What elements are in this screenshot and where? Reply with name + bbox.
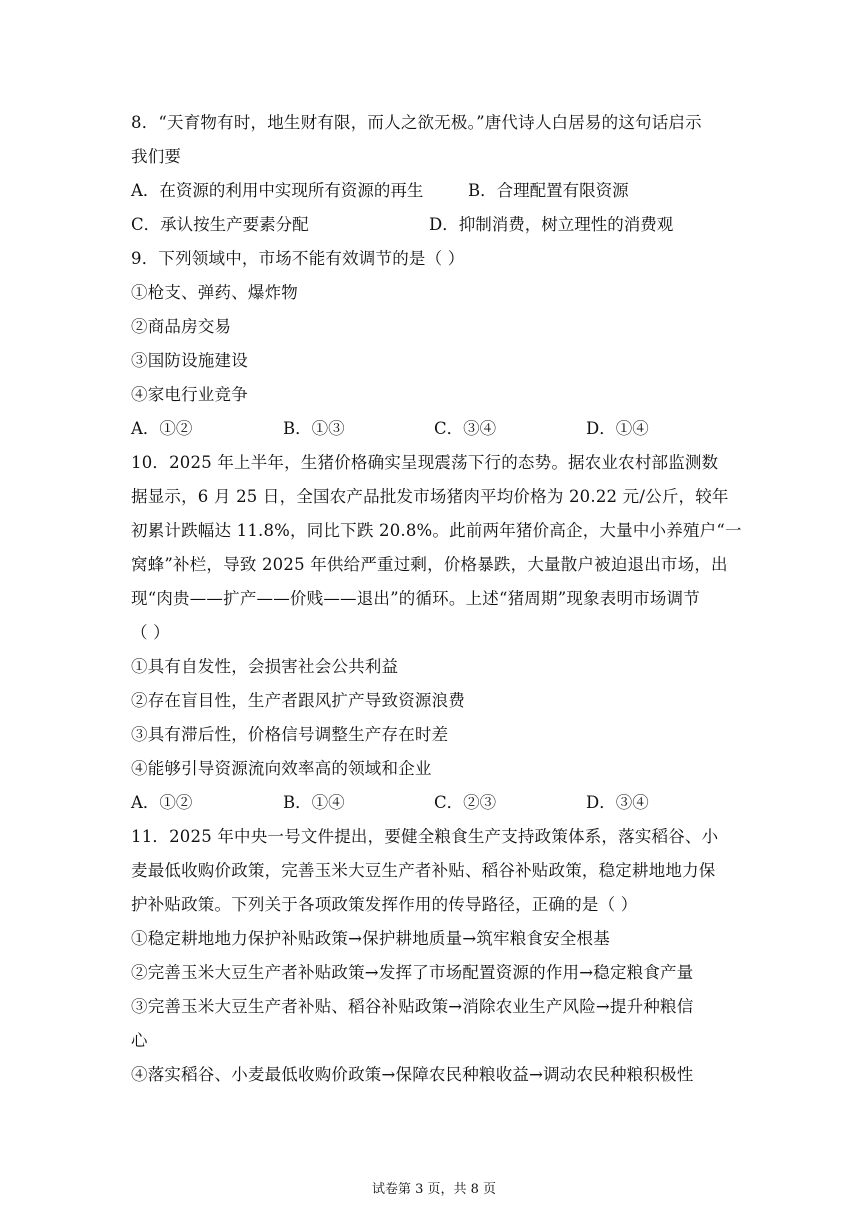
question-10 [131,446,747,820]
q8-option-a[interactable]: A．在资源的利用中实现所有资源的再生 [131,181,424,200]
q9-stem: 9．下列领域中，市场不能有效调节的是（ ） [131,249,465,268]
q8-option-c[interactable]: C．承认按生产要素分配 [131,215,309,234]
q9-item-2: ②商品房交易 [131,317,232,336]
q11-stem-line3: 护补贴政策。下列关于各项政策发挥作用的传导路径，正确的是（ ） [131,895,638,914]
q8-options-row1 [131,174,747,208]
question-11 [131,820,747,1092]
q10-option-b[interactable]: B．①④ [283,793,345,812]
q8-option-d[interactable]: D．抑制消费，树立理性的消费观 [429,215,674,234]
q9-option-b[interactable]: B．①③ [283,419,345,438]
q9-item-1: ①枪支、弹药、爆炸物 [131,283,298,302]
q11-item-1: ①稳定耕地地力保护补贴政策→保护耕地质量→筑牢粮食安全根基 [131,929,610,948]
question-9 [131,242,747,446]
q11-item-4: ④落实稻谷、小麦最低收购价政策→保障农民种粮收益→调动农民种粮积极性 [131,1065,694,1084]
q10-options [131,786,747,820]
q10-stem-line6: （ ） [131,623,170,642]
q9-item-3: ③国防设施建设 [131,351,248,370]
q10-item-4: ④能够引导资源流向效率高的领域和企业 [131,759,432,778]
q10-stem-line4: 窝蜂”补栏，导致 2025 年供给严重过剩，价格暴跌，大量散户被迫退出市场，出 [131,555,728,574]
q9-item-4: ④家电行业竞争 [131,385,248,404]
q9-options [131,412,747,446]
question-8 [131,106,747,242]
q10-stem-line1: 10．2025 年上半年，生猪价格确实呈现震荡下行的态势。据农业农村部监测数 [131,453,719,472]
page-footer: 试卷第 3 页，共 8 页 [371,1182,497,1197]
q9-option-c[interactable]: C．③④ [434,419,497,438]
q11-item-3: ③完善玉米大豆生产者补贴、稻谷补贴政策→消除农业生产风险→提升种粮信 [131,997,694,1016]
q10-stem-line3: 初累计跌幅达 11.8%，同比下跌 20.8%。此前两年猪价高企，大量中小养殖户“一 [131,521,742,540]
q9-option-a[interactable]: A．①② [131,419,193,438]
q10-option-c[interactable]: C．②③ [434,793,497,812]
q10-stem-line5: 现“肉贵——扩产——价贱——退出”的循环。上述“猪周期”现象表明市场调节 [131,589,700,608]
q8-stem-line2: 我们要 [131,147,182,166]
q10-item-2: ②存在盲目性，生产者跟风扩产导致资源浪费 [131,691,465,710]
q10-stem-line2: 据显示，6 月 25 日，全国农产品批发市场猪肉平均价格为 20.22 元/公斤，较年 [131,487,729,506]
q10-option-d[interactable]: D．③④ [586,793,649,812]
q11-item-2: ②完善玉米大豆生产者补贴政策→发挥了市场配置资源的作用→稳定粮食产量 [131,963,694,982]
q10-item-1: ①具有自发性，会损害社会公共利益 [131,657,399,676]
q8-option-b[interactable]: B．合理配置有限资源 [468,181,629,200]
q10-item-3: ③具有滞后性，价格信号调整生产存在时差 [131,725,449,744]
page-content [131,106,747,1092]
q9-option-d[interactable]: D．①④ [586,419,649,438]
q11-item-3-cont: 心 [131,1031,148,1050]
q8-stem-line1: 8．“天育物有时，地生财有限，而人之欲无极。”唐代诗人白居易的这句话启示 [131,113,702,132]
q11-stem-line2: 麦最低收购价政策，完善玉米大豆生产者补贴、稻谷补贴政策，稳定耕地地力保 [131,861,716,880]
q8-options-row2 [131,208,747,242]
q11-stem-line1: 11．2025 年中央一号文件提出，要健全粮食生产支持政策体系，落实稻谷、小 [131,827,719,846]
q10-option-a[interactable]: A．①② [131,793,193,812]
